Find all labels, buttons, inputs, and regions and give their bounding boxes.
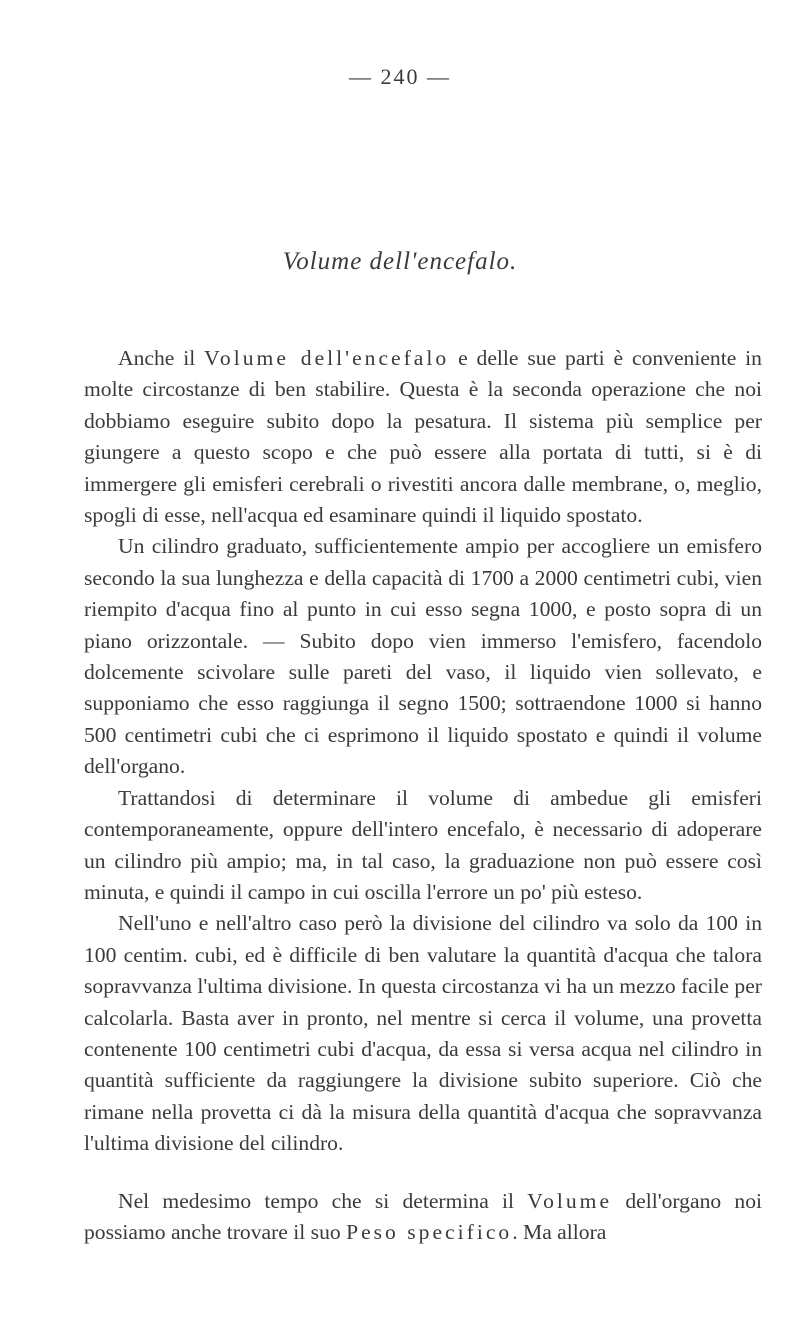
spaced-term: Volume dell'encefalo	[204, 346, 450, 370]
spaced-term: Volume	[527, 1188, 613, 1213]
paragraph-text: Anche il	[118, 346, 205, 370]
spaced-term: Peso specifico	[346, 1219, 513, 1244]
body-text	[84, 343, 762, 1248]
paragraph-text: . Ma allora	[512, 1219, 607, 1244]
paragraph	[84, 1186, 762, 1249]
page-number: — 240 —	[349, 64, 451, 89]
paragraph-text: e delle sue parti è conveniente in molte circostanze di ben stabilire. Questa è la seconda operazione che noi dobbiamo eseguire subito dopo la pesatura. Il sistema più semplice per giungere a questo scopo e che può essere alla portata di tutti, si è di immergere gli emisferi cerebrali o rivestiti ancora dalle membrane, o, meglio, spogli di esse, nell'acqua ed esaminare quindi il liquido spostato.	[84, 346, 762, 528]
paragraph-text: Nel medesimo tempo che si determina il	[118, 1188, 528, 1213]
paragraph	[84, 783, 762, 909]
paragraph-text: Trattandosi di determinare il volume di ambedue gli emisferi contemporaneamente, oppure dell'intero encefalo, è necessario di adoperare un cilindro più ampio; ma, in tal caso, la graduazione non può essere così minuta, e quindi il campo in cui oscilla l'errore un po' più esteso.	[84, 785, 762, 904]
paragraph	[84, 343, 762, 531]
paragraph-text: Un cilindro graduato, sufficientemente ampio per accogliere un emisfero secondo la sua lunghezza e della capacità di 1700 a 2000 centimetri cubi, vien riempito d'acqua fino al punto in cui esso segna 1000, e posto sopra di un piano orizzontale. — Subito dopo vien immerso l'emisfero, facendolo dolcemente scivolare sulle pareti del vaso, il liquido vien sollevato, e supponiamo che esso raggiunga il segno 1500; sottraendone 1000 si hanno 500 centimetri cubi che ci esprimono il liquido spostato e quindi il volume dell'organo.	[84, 534, 762, 779]
paragraph	[84, 908, 762, 1159]
paragraph-text: dell'organo noi possiamo anche trovare il suo	[84, 1188, 762, 1244]
paragraph	[84, 531, 762, 782]
section-title: Volume dell'encefalo.	[282, 248, 518, 275]
paragraph-text: Nell'uno e nell'altro caso però la divisione del cilindro va solo da 100 in 100 centim. cubi, ed è difficile di ben valutare la quantità d'acqua che talora sopravvanza l'ultima divisione. In questa circostanza vi ha un mezzo facile per calcolarla. Basta aver in pronto, nel mentre si cerca il volume, una provetta contenente 100 centimetri cubi d'acqua, da essa si versa acqua nel cilindro in quantità sufficiente da raggiungere la divisione subito superiore. Ciò che rimane nella provetta ci dà la misura della quantità d'acqua che sopravvanza l'ultima divisione del cilindro.	[84, 911, 762, 1156]
